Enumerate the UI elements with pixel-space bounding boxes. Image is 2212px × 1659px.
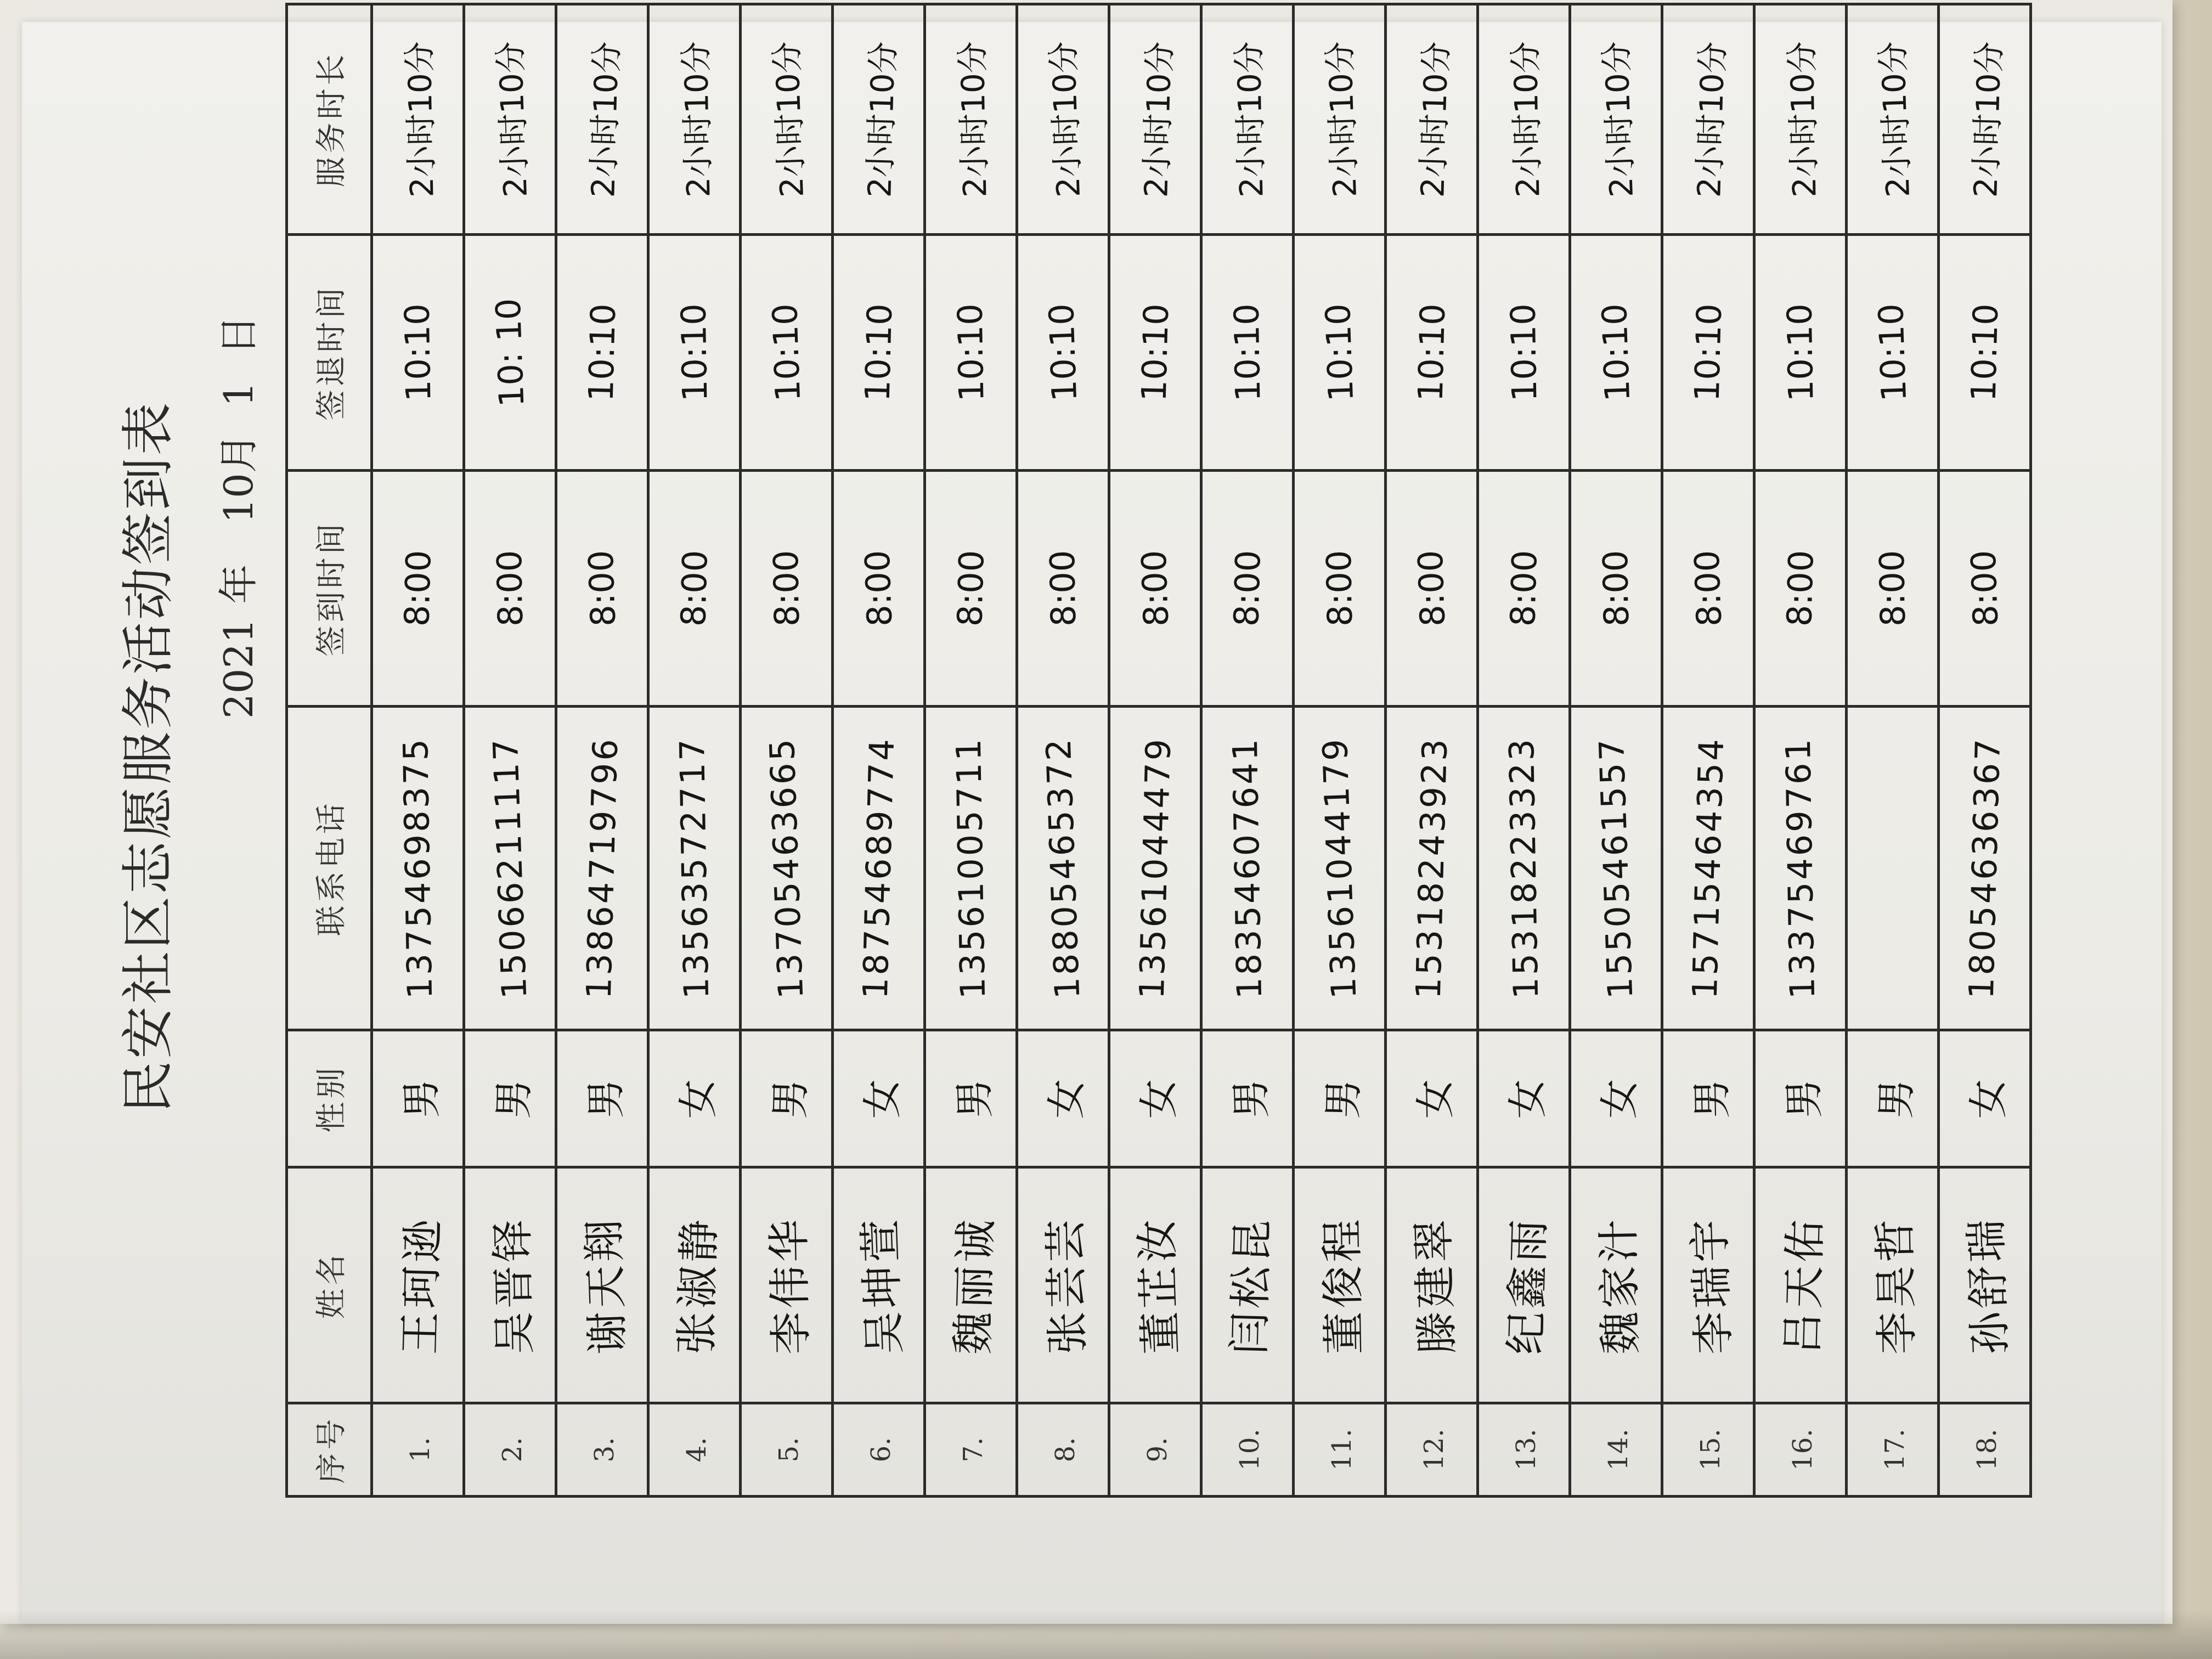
- check-out-time: 10:10: [580, 303, 624, 402]
- check-out-time-cell: [1570, 235, 1662, 471]
- check-out-time-cell: [1017, 235, 1109, 471]
- header-cell: 服务时长: [287, 4, 372, 235]
- service-duration-cell: [741, 4, 833, 235]
- header-cell: 序号: [287, 1403, 372, 1497]
- table-row: [1754, 4, 1847, 1497]
- volunteer-name: 王珂逊: [395, 1215, 448, 1355]
- volunteer-phone: 13754698375: [395, 736, 441, 1000]
- row-number-cell: [925, 1403, 1017, 1497]
- table-row: [741, 4, 833, 1497]
- check-in-time: 8:00: [1133, 549, 1177, 628]
- check-in-time-cell: [464, 471, 556, 707]
- service-duration: 2小时10分: [1044, 40, 1087, 198]
- volunteer-name-cell: [1847, 1167, 1939, 1403]
- service-duration-cell: [556, 4, 648, 235]
- volunteer-sex: 男: [1780, 1077, 1827, 1119]
- table-row: [833, 4, 925, 1497]
- volunteer-sex: 男: [1227, 1077, 1274, 1119]
- check-in-time-cell: [372, 471, 464, 707]
- volunteer-phone: 15318243923: [1408, 736, 1455, 1000]
- check-out-time-cell: [1754, 235, 1847, 471]
- volunteer-phone: 18054636367: [1961, 736, 2008, 1000]
- row-number-cell: [1386, 1403, 1478, 1497]
- volunteer-sex-cell: [1109, 1030, 1201, 1167]
- service-duration-cell: [1754, 4, 1847, 235]
- volunteer-name: 董芷汝: [1132, 1215, 1186, 1355]
- service-duration-cell: [1662, 4, 1754, 235]
- check-in-time: 8:00: [1595, 550, 1637, 627]
- service-duration: 2小时10分: [1690, 41, 1732, 198]
- volunteer-name-cell: [372, 1167, 464, 1403]
- check-out-time: 10:10: [1963, 303, 2006, 402]
- volunteer-name: 李昊哲: [1870, 1215, 1922, 1355]
- check-in-time-cell: [1939, 471, 2031, 707]
- table-row: [925, 4, 1017, 1497]
- volunteer-phone: 13561005711: [948, 736, 994, 1000]
- header-cell: 签到时间: [287, 471, 372, 707]
- service-duration: 2小时10分: [1874, 40, 1917, 198]
- volunteer-phone: 15066211117: [485, 736, 535, 1000]
- date-year-unit: 年: [216, 564, 262, 604]
- row-number-cell: [1570, 1403, 1662, 1497]
- service-duration: 2小时10分: [1137, 41, 1179, 198]
- table-row: [1386, 4, 1478, 1497]
- check-out-time: 10:10: [1133, 303, 1177, 402]
- table-row: [1662, 4, 1754, 1497]
- check-out-time-cell: [556, 235, 648, 471]
- volunteer-name: 董俊程: [1317, 1215, 1369, 1355]
- volunteer-sex: 男: [1872, 1078, 1920, 1119]
- row-number-cell: [1939, 1403, 2031, 1497]
- check-out-time: 10:10: [950, 303, 992, 402]
- check-in-time-cell: [1294, 471, 1386, 707]
- volunteer-name: 孙舒瑞: [1961, 1215, 2016, 1355]
- volunteer-phone: 15715464354: [1684, 736, 1732, 1000]
- check-out-time: 10:10: [857, 303, 900, 402]
- row-number-cell: [741, 1403, 833, 1497]
- table-row: [1017, 4, 1109, 1497]
- row-number: 3.: [589, 1437, 620, 1463]
- date-month: 10月: [216, 433, 262, 523]
- check-out-time: 10:10: [1226, 303, 1268, 402]
- volunteer-sex: 女: [674, 1077, 721, 1119]
- check-out-time-cell: [925, 235, 1017, 471]
- check-in-time: 8:00: [765, 550, 808, 627]
- check-in-time-cell: [1570, 471, 1662, 707]
- sheet-date: [214, 60, 263, 719]
- check-in-time-cell: [1847, 471, 1939, 707]
- row-number: 7.: [957, 1437, 989, 1463]
- check-in-time-cell: [1109, 471, 1201, 707]
- check-out-time-cell: [1847, 235, 1939, 471]
- volunteer-phone-cell: [1109, 707, 1201, 1030]
- volunteer-phone-cell: [1662, 707, 1754, 1030]
- service-duration-cell: [1386, 4, 1478, 235]
- row-number: 6.: [865, 1437, 896, 1463]
- row-number-cell: [1109, 1403, 1201, 1497]
- volunteer-sex-cell: [1294, 1030, 1386, 1167]
- check-out-time-cell: [833, 235, 925, 471]
- volunteer-name: 魏丽诚: [948, 1215, 1001, 1355]
- check-out-time: 10:10: [1779, 303, 1821, 402]
- service-duration: 2小时10分: [1597, 40, 1640, 198]
- row-number: 4.: [681, 1437, 712, 1463]
- check-in-time-cell: [1201, 471, 1294, 707]
- check-in-time: 8:00: [1042, 550, 1084, 627]
- check-in-time: 8:00: [950, 549, 992, 628]
- row-number: 17.: [1879, 1429, 1910, 1471]
- service-duration-cell: [1109, 4, 1201, 235]
- volunteer-phone-cell: [1754, 707, 1847, 1030]
- service-duration-cell: [1570, 4, 1662, 235]
- volunteer-sex: 男: [582, 1078, 629, 1119]
- volunteer-sex-cell: [741, 1030, 833, 1167]
- row-number: 15.: [1695, 1429, 1726, 1471]
- check-in-time: 8:00: [1410, 549, 1453, 628]
- table-row: [1478, 4, 1570, 1497]
- volunteer-name-cell: [648, 1167, 741, 1403]
- volunteer-sex-cell: [1662, 1030, 1754, 1167]
- volunteer-name-cell: [1478, 1167, 1570, 1403]
- check-in-time: 8:00: [580, 549, 624, 628]
- service-duration-cell: [648, 4, 741, 235]
- volunteer-name: 吕天佑: [1778, 1215, 1831, 1355]
- check-out-time-cell: [1662, 235, 1754, 471]
- volunteer-name-cell: [1017, 1167, 1109, 1403]
- check-out-time: 10:10: [1686, 303, 1730, 402]
- check-in-time-cell: [556, 471, 648, 707]
- service-duration-cell: [1017, 4, 1109, 235]
- row-number-cell: [1847, 1403, 1939, 1497]
- service-duration-cell: [1478, 4, 1570, 235]
- header-cell: 联系电话: [287, 707, 372, 1030]
- volunteer-name-cell: [1109, 1167, 1201, 1403]
- check-out-time: 10: 10: [488, 297, 532, 408]
- table-body: [372, 4, 2031, 1497]
- volunteer-phone: 18754689774: [855, 736, 902, 1000]
- volunteer-name-cell: [741, 1167, 833, 1403]
- check-in-time: 8:00: [857, 549, 900, 628]
- check-out-time-cell: [464, 235, 556, 471]
- service-duration: 2小时10分: [1783, 41, 1823, 198]
- row-number: 8.: [1049, 1437, 1081, 1463]
- volunteer-sex-cell: [1478, 1030, 1570, 1167]
- check-out-time: 10:10: [1503, 303, 1545, 402]
- volunteer-name-cell: [1939, 1167, 2031, 1403]
- check-in-time-cell: [1478, 471, 1570, 707]
- sign-in-table: [285, 3, 2032, 1498]
- check-in-time-cell: [1754, 471, 1847, 707]
- row-number-cell: [833, 1403, 925, 1497]
- volunteer-phone-cell: [1386, 707, 1478, 1030]
- volunteer-sex-cell: [1201, 1030, 1294, 1167]
- volunteer-name-cell: [1662, 1167, 1754, 1403]
- volunteer-phone-cell: [833, 707, 925, 1030]
- check-out-time-cell: [1478, 235, 1570, 471]
- volunteer-name-cell: [1754, 1167, 1847, 1403]
- row-number-cell: [1201, 1403, 1294, 1497]
- check-in-time-cell: [1017, 471, 1109, 707]
- volunteer-sex: 男: [766, 1078, 814, 1119]
- volunteer-sex: 男: [950, 1077, 998, 1119]
- volunteer-sex-cell: [1847, 1030, 1939, 1167]
- sheet-title: 民安社区志愿服务活动签到表: [117, 400, 179, 1114]
- row-number-cell: [1478, 1403, 1570, 1497]
- service-duration-cell: [464, 4, 556, 235]
- volunteer-sex-cell: [1570, 1030, 1662, 1167]
- row-number: 9.: [1142, 1437, 1173, 1463]
- volunteer-name: 滕建翠: [1408, 1215, 1463, 1355]
- check-out-time: 10:10: [1594, 302, 1638, 403]
- check-in-time-cell: [925, 471, 1017, 707]
- service-duration: 2小时10分: [1413, 41, 1455, 198]
- check-out-time: 10:10: [1317, 302, 1362, 403]
- date-year-value: 2021: [216, 618, 262, 719]
- row-number-cell: [1662, 1403, 1754, 1497]
- volunteer-phone: 13705463665: [761, 736, 811, 1000]
- date-year: [214, 550, 263, 719]
- row-number-cell: [372, 1403, 464, 1497]
- volunteer-phone-cell: [1847, 707, 1939, 1030]
- check-in-time-cell: [1662, 471, 1754, 707]
- header-cell: 签退时间: [287, 235, 372, 471]
- volunteer-sex-cell: [1386, 1030, 1478, 1167]
- volunteer-sex-cell: [464, 1030, 556, 1167]
- volunteer-sex: 男: [1319, 1078, 1367, 1119]
- check-out-time: 10:10: [397, 303, 439, 402]
- row-number: 5.: [773, 1437, 804, 1463]
- row-number: 12.: [1418, 1429, 1449, 1471]
- row-number-cell: [1017, 1403, 1109, 1497]
- service-duration: 2小时10分: [860, 41, 902, 198]
- volunteer-sex: 女: [1411, 1078, 1459, 1119]
- service-duration: 2小时10分: [1230, 41, 1270, 198]
- volunteer-phone: 13375469761: [1778, 736, 1823, 1000]
- check-in-time: 8:00: [1963, 549, 2006, 628]
- service-duration-cell: [925, 4, 1017, 235]
- check-out-time-cell: [372, 235, 464, 471]
- header-cell: 姓名: [287, 1167, 372, 1403]
- row-number-cell: [556, 1403, 648, 1497]
- check-out-time: 10:10: [1041, 302, 1085, 403]
- check-in-time-cell: [741, 471, 833, 707]
- check-out-time-cell: [1386, 235, 1478, 471]
- row-number-cell: [1294, 1403, 1386, 1497]
- check-out-time: 10:10: [1410, 303, 1453, 402]
- volunteer-name: 李瑞宇: [1685, 1215, 1739, 1355]
- service-duration-cell: [1201, 4, 1294, 235]
- check-in-time: 8:00: [1686, 549, 1730, 628]
- volunteer-name: 李伟华: [764, 1215, 816, 1355]
- volunteer-phone-cell: [648, 707, 741, 1030]
- date-day-unit: 日: [216, 315, 262, 355]
- volunteer-phone: 15505461557: [1591, 736, 1641, 1000]
- volunteer-name: 谢天翔: [579, 1215, 633, 1355]
- volunteer-phone: 18354607641: [1224, 736, 1270, 1000]
- volunteer-name: 张淑静: [672, 1215, 725, 1355]
- row-number: 14.: [1602, 1429, 1634, 1471]
- table-row: [1201, 4, 1294, 1497]
- volunteer-sex-cell: [925, 1030, 1017, 1167]
- volunteer-phone: 13561044179: [1314, 736, 1364, 1000]
- volunteer-sex: 男: [489, 1078, 537, 1119]
- row-number: 1.: [404, 1437, 436, 1463]
- row-number: 11.: [1326, 1429, 1357, 1471]
- table-row: [464, 4, 556, 1497]
- volunteer-sex-cell: [1017, 1030, 1109, 1167]
- volunteer-phone-cell: [1201, 707, 1294, 1030]
- check-out-time: 10:10: [673, 303, 715, 402]
- volunteer-name-cell: [556, 1167, 648, 1403]
- service-duration: 2小时10分: [768, 40, 811, 198]
- row-number: 10.: [1234, 1429, 1265, 1471]
- check-in-time-cell: [833, 471, 925, 707]
- volunteer-phone-cell: [464, 707, 556, 1030]
- header-cell: 性别: [287, 1030, 372, 1167]
- volunteer-sex: 男: [397, 1077, 445, 1119]
- volunteer-sex: 女: [858, 1078, 906, 1119]
- volunteer-name-cell: [1570, 1167, 1662, 1403]
- table-row: [1847, 4, 1939, 1497]
- row-number: 13.: [1510, 1429, 1542, 1471]
- check-out-time-cell: [1201, 235, 1294, 471]
- volunteer-phone: 13864719796: [578, 736, 626, 1000]
- volunteer-phone: 13563572717: [672, 736, 717, 1000]
- service-duration: 2小时10分: [1506, 41, 1547, 198]
- date-day-value: 1: [216, 381, 262, 407]
- check-in-time: 8:00: [1871, 550, 1914, 627]
- sheet-content: [110, 0, 2052, 1514]
- row-number-cell: [1754, 1403, 1847, 1497]
- volunteer-name: 魏家汁: [1594, 1215, 1646, 1355]
- table-row: [1294, 4, 1386, 1497]
- volunteer-phone-cell: [1570, 707, 1662, 1030]
- service-duration: 2小时10分: [953, 41, 994, 198]
- volunteer-sex-cell: [1754, 1030, 1847, 1167]
- volunteer-name-cell: [1386, 1167, 1478, 1403]
- volunteer-sex: 男: [1688, 1078, 1735, 1119]
- service-duration-cell: [833, 4, 925, 235]
- date-day: [214, 301, 263, 407]
- volunteer-name-cell: [1201, 1167, 1294, 1403]
- check-in-time: 8:00: [489, 550, 531, 627]
- service-duration: 2小时10分: [491, 40, 534, 198]
- volunteer-phone-cell: [925, 707, 1017, 1030]
- service-duration-cell: [372, 4, 464, 235]
- volunteer-name: 张芸芸: [1041, 1215, 1093, 1355]
- volunteer-name-cell: [925, 1167, 1017, 1403]
- check-in-time: 8:00: [673, 549, 715, 628]
- check-in-time: 8:00: [1226, 549, 1268, 628]
- volunteer-name-cell: [833, 1167, 925, 1403]
- volunteer-sex: 女: [1042, 1078, 1090, 1119]
- check-out-time-cell: [1939, 235, 2031, 471]
- volunteer-phone-cell: [1478, 707, 1570, 1030]
- check-out-time: 10:10: [764, 302, 809, 403]
- table-row: [648, 4, 741, 1497]
- service-duration: 2小时10分: [1321, 40, 1364, 198]
- check-in-time: 8:00: [397, 549, 439, 628]
- volunteer-name: 闫松昆: [1224, 1215, 1278, 1355]
- check-out-time-cell: [741, 235, 833, 471]
- check-out-time-cell: [1294, 235, 1386, 471]
- volunteer-name: 纪鑫雨: [1501, 1215, 1554, 1355]
- service-duration: 2小时10分: [677, 41, 717, 198]
- volunteer-name-cell: [1294, 1167, 1386, 1403]
- header-row: [287, 4, 372, 1497]
- volunteer-sex-cell: [1939, 1030, 2031, 1167]
- service-duration: 2小时10分: [400, 41, 441, 198]
- service-duration-cell: [1847, 4, 1939, 235]
- volunteer-phone-cell: [1939, 707, 2031, 1030]
- table-row: [1570, 4, 1662, 1497]
- check-in-time: 8:00: [1779, 549, 1821, 628]
- volunteer-sex-cell: [372, 1030, 464, 1167]
- volunteer-phone: 15318223323: [1501, 736, 1547, 1000]
- table-row: [1109, 4, 1201, 1497]
- volunteer-phone: 18805465372: [1038, 736, 1088, 1000]
- row-number: 2.: [496, 1437, 528, 1463]
- check-out-time: 10:10: [1870, 302, 1915, 403]
- volunteer-sex-cell: [648, 1030, 741, 1167]
- service-duration: 2小时10分: [1966, 41, 2008, 198]
- check-in-time-cell: [1386, 471, 1478, 707]
- check-out-time-cell: [1109, 235, 1201, 471]
- volunteer-phone-cell: [741, 707, 833, 1030]
- row-number: 16.: [1787, 1429, 1818, 1471]
- volunteer-name: 吴晋铎: [488, 1215, 540, 1355]
- volunteer-phone-cell: [372, 707, 464, 1030]
- row-number: 18.: [1971, 1429, 2002, 1471]
- service-duration: 2小时10分: [584, 41, 626, 198]
- service-duration-cell: [1939, 4, 2031, 235]
- volunteer-sex: 女: [1964, 1078, 2012, 1119]
- volunteer-phone-cell: [1017, 707, 1109, 1030]
- check-in-time-cell: [648, 471, 741, 707]
- volunteer-phone-cell: [1294, 707, 1386, 1030]
- table-row: [1939, 4, 2031, 1497]
- volunteer-sex-cell: [833, 1030, 925, 1167]
- volunteer-sex: 女: [1135, 1078, 1182, 1119]
- volunteer-name-cell: [464, 1167, 556, 1403]
- service-duration-cell: [1294, 4, 1386, 235]
- table-row: [372, 4, 464, 1497]
- check-out-time-cell: [648, 235, 741, 471]
- volunteer-name: 吴坤萱: [855, 1215, 910, 1355]
- volunteer-sex-cell: [556, 1030, 648, 1167]
- table-row: [556, 4, 648, 1497]
- row-number-cell: [648, 1403, 741, 1497]
- volunteer-sex: 女: [1503, 1077, 1551, 1119]
- check-in-time: 8:00: [1503, 549, 1545, 628]
- volunteer-phone: 13561044479: [1131, 736, 1179, 1000]
- check-in-time: 8:00: [1318, 550, 1361, 627]
- row-number-cell: [464, 1403, 556, 1497]
- volunteer-sex: 女: [1595, 1078, 1643, 1119]
- volunteer-phone-cell: [556, 707, 648, 1030]
